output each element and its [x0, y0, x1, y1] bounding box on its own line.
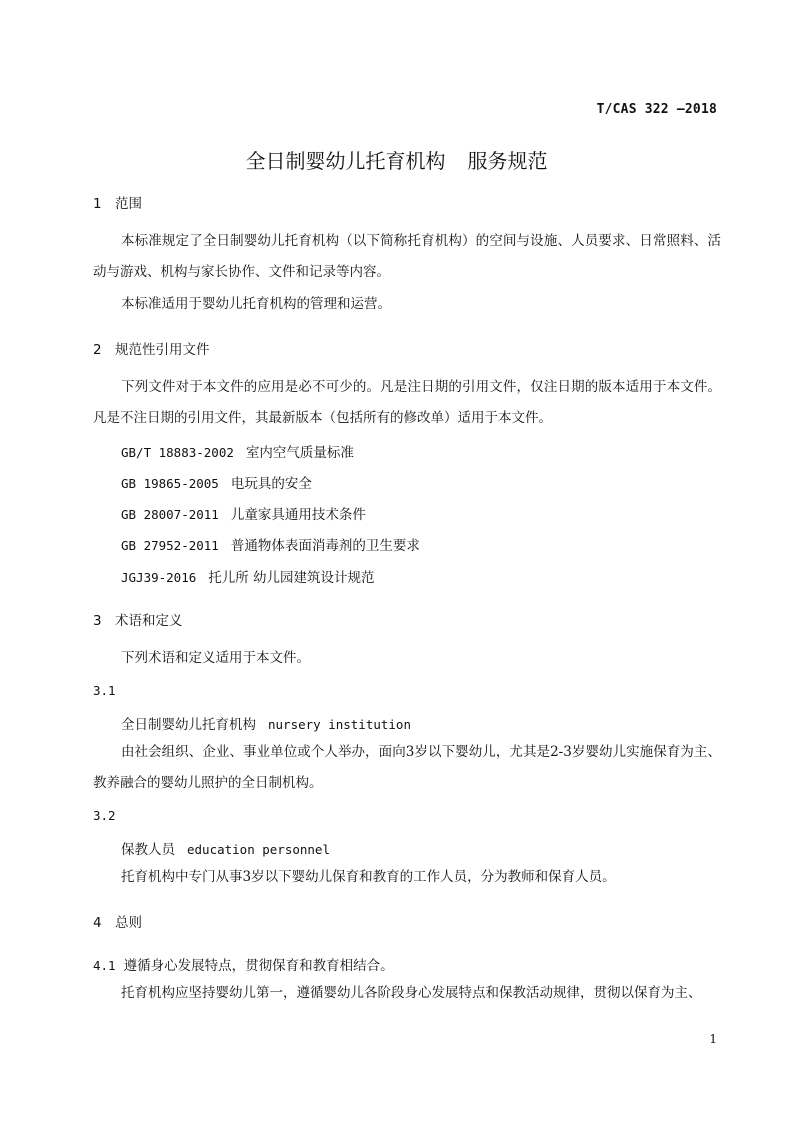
reference-code: GB 27952-2011: [121, 538, 219, 553]
document-title-main: 全日制婴幼儿托育机构: [245, 149, 446, 173]
clause-title: 遵循身心发展特点，贯彻保育和教育相结合。: [123, 958, 394, 974]
document-title: [0, 145, 793, 174]
term-number: 3.1: [93, 683, 116, 698]
reference-item: [121, 503, 366, 523]
section-3-title: 术语和定义: [115, 613, 183, 629]
reference-code: GB 19865-2005: [121, 476, 219, 491]
section-1-paragraph-2: 本标准适用于婴幼儿托育机构的管理和运营。: [121, 296, 391, 312]
reference-title: 儿童家具通用技术条件: [230, 507, 366, 523]
section-3-heading: [93, 609, 183, 629]
reference-title: 托儿所 幼儿园建筑设计规范: [208, 570, 375, 586]
reference-item: [121, 534, 420, 554]
reference-title: 电玩具的安全: [230, 476, 312, 492]
section-1-number: 1: [93, 196, 102, 212]
reference-title: 普通物体表面消毒剂的卫生要求: [230, 538, 420, 554]
reference-code: GB/T 18883-2002: [121, 445, 234, 460]
clause-text: 托育机构应坚持婴幼儿第一，遵循婴幼儿各阶段身心发展特点和保教活动规律，贯彻以保育为主、: [121, 985, 702, 1001]
section-4-heading: [93, 911, 142, 931]
standard-code: T/CAS 322 —2018: [596, 102, 717, 117]
section-1-heading: [93, 192, 142, 212]
document-title-sub: 服务规范: [467, 149, 548, 173]
page-number: 1: [709, 1032, 717, 1046]
term-heading: [121, 838, 330, 858]
section-2-title: 规范性引用文件: [115, 342, 210, 358]
term-zh: 保教人员: [121, 842, 175, 858]
section-3-number: 3: [93, 613, 102, 629]
reference-item: [121, 472, 312, 492]
term-number: 3.2: [93, 808, 116, 823]
term-heading: [121, 713, 411, 733]
reference-code: GB 28007-2011: [121, 507, 219, 522]
reference-title: 室内空气质量标准: [245, 445, 354, 461]
reference-item: [121, 441, 354, 461]
section-3-paragraph-1: 下列术语和定义适用于本文件。: [121, 650, 310, 666]
section-4-number: 4: [93, 915, 102, 931]
clause-number: 4.1: [93, 958, 116, 973]
section-2-number: 2: [93, 342, 102, 358]
clause-heading: [93, 954, 394, 974]
term-en: education personnel: [187, 842, 330, 857]
section-1-title: 范围: [115, 196, 142, 212]
reference-code: JGJ39-2016: [121, 570, 197, 585]
term-en: nursery institution: [268, 717, 411, 732]
section-4-title: 总则: [115, 915, 142, 931]
section-2-paragraph-1: 下列文件对于本文件的应用是必不可少的。凡是注日期的引用文件，仅注日期的版本适用于本文件。凡是不注日期的引用文件，其最新版本（包括所有的修改单）适用于本文件。: [93, 379, 721, 426]
section-1-paragraph-1: 本标准规定了全日制婴幼儿托育机构（以下简称托育机构）的空间与设施、人员要求、日常照料、活动与游戏、机构与家长协作、文件和记录等内容。: [93, 233, 721, 280]
term-definition: 由社会组织、企业、事业单位或个人举办，面向3岁以下婴幼儿，尤其是2-3岁婴幼儿实施保育为主、教养融合的婴幼儿照护的全日制机构。: [93, 744, 721, 791]
reference-item: [121, 566, 375, 586]
term-definition: 托育机构中专门从事3岁以下婴幼儿保育和教育的工作人员，分为教师和保育人员。: [121, 869, 616, 885]
section-2-heading: [93, 338, 210, 358]
term-zh: 全日制婴幼儿托育机构: [121, 717, 256, 733]
